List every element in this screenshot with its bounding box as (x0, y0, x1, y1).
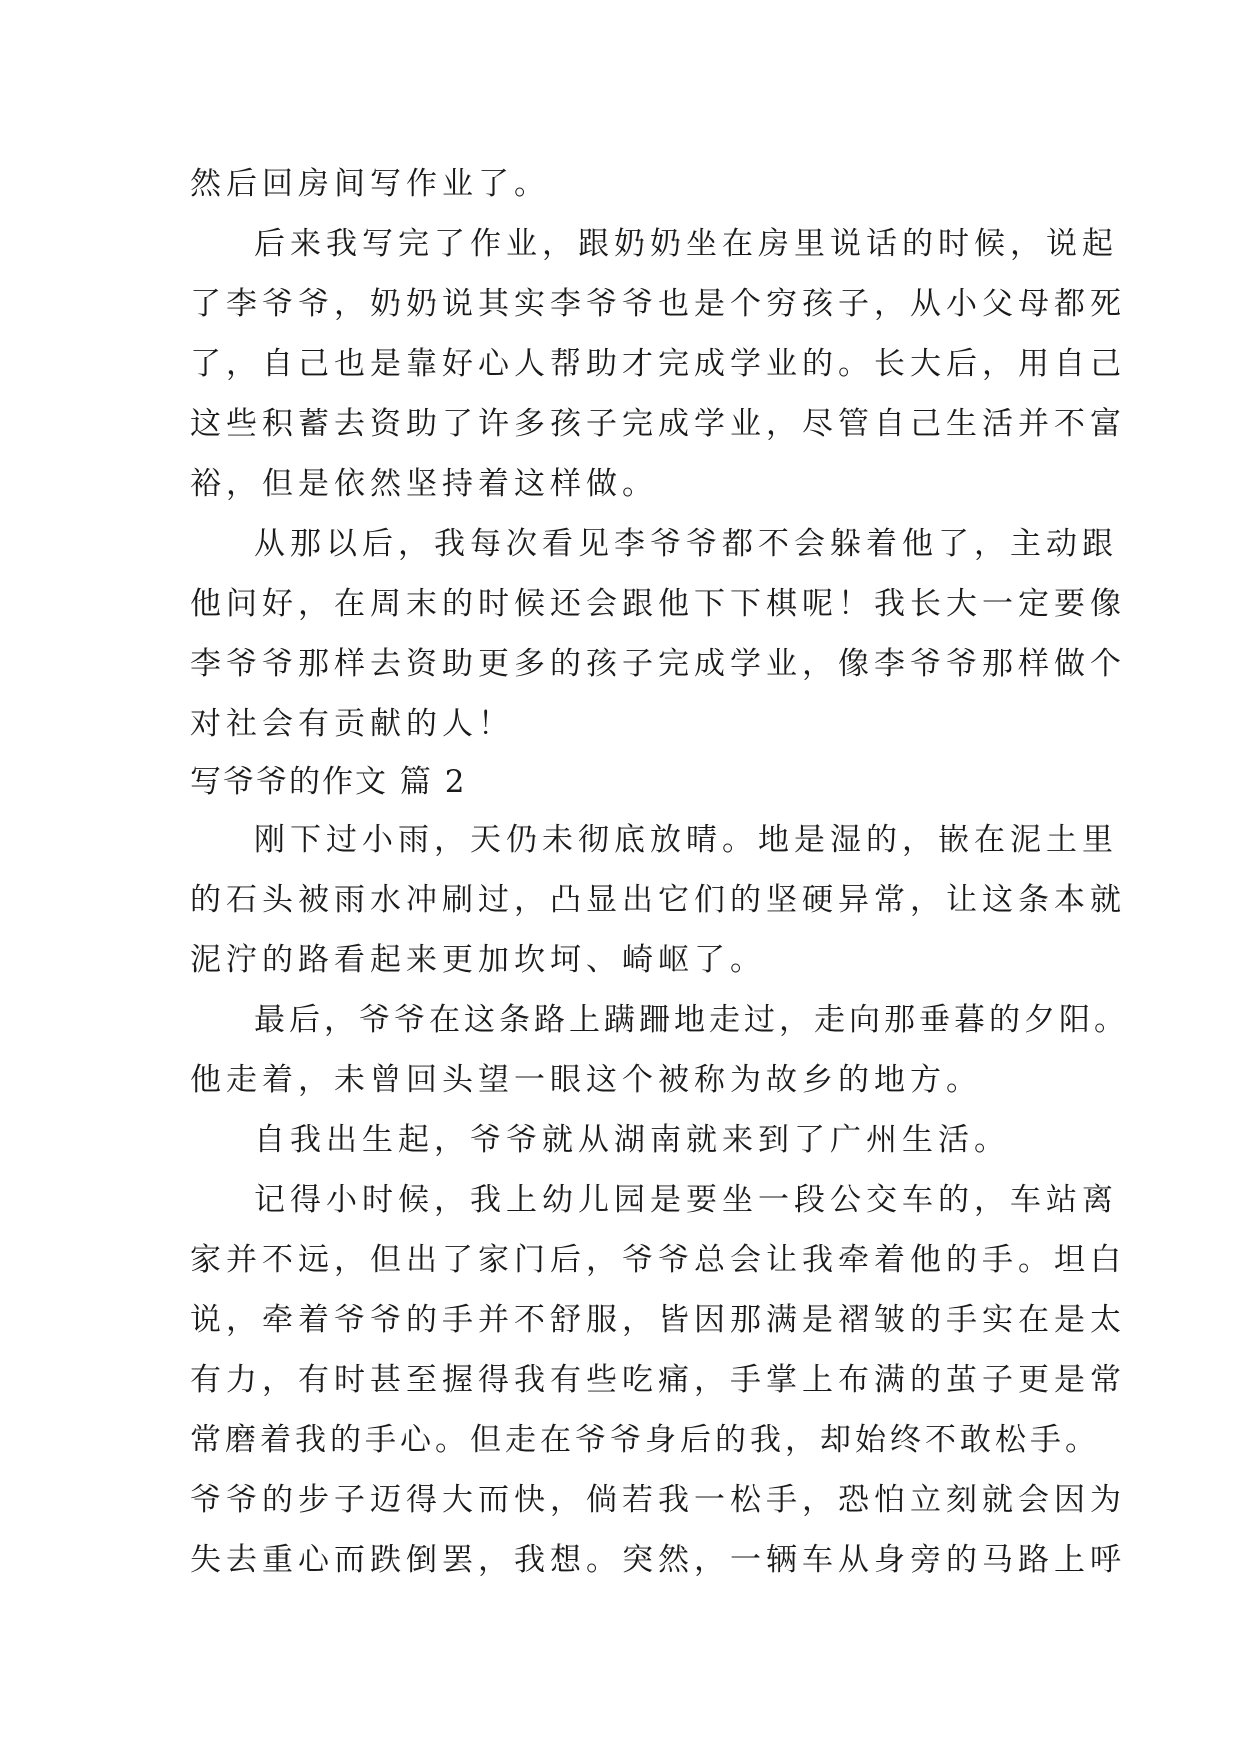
text-line: 失去重心而跌倒罢，我想。突然，一辆车从身旁的马路上呼 (190, 1542, 1126, 1578)
text-line: 然后回房间写作业了。 (190, 166, 550, 202)
text-line: 他问好，在周末的时候还会跟他下下棋呢！我长大一定要像 (190, 586, 1126, 622)
text-line: 爷爷的步子迈得大而快，倘若我一松手，恐怕立刻就会因为 (190, 1482, 1126, 1518)
text-line: 对社会有贡献的人！ (190, 706, 514, 742)
paragraph-first-line: 最后，爷爷在这条路上蹒跚地走过，走向那垂暮的夕阳。 (254, 1002, 1129, 1038)
text-line: 泥泞的路看起来更加坎坷、崎岖了。 (190, 942, 766, 978)
paragraph-first-line: 记得小时候，我上幼儿园是要坐一段公交车的，车站离 (254, 1182, 1118, 1218)
text-line: 了，自己也是靠好心人帮助才完成学业的。长大后，用自己 (190, 346, 1126, 382)
text-line: 李爷爷那样去资助更多的孩子完成学业，像李爷爷那样做个 (190, 646, 1126, 682)
paragraph-first-line: 刚下过小雨，天仍未彻底放晴。地是湿的，嵌在泥土里 (254, 822, 1118, 858)
text-line: 这些积蓄去资助了许多孩子完成学业，尽管自己生活并不富 (190, 406, 1126, 442)
section-heading: 写爷爷的作文 篇 2 (190, 764, 467, 800)
paragraph-first-line: 后来我写完了作业，跟奶奶坐在房里说话的时候，说起 (254, 226, 1118, 262)
text-line: 常磨着我的手心。但走在爷爷身后的我，却始终不敢松手。 (190, 1422, 1100, 1458)
text-line: 的石头被雨水冲刷过，凸显出它们的坚硬异常，让这条本就 (190, 882, 1126, 918)
text-line: 有力，有时甚至握得我有些吃痛，手掌上布满的茧子更是常 (190, 1362, 1126, 1398)
text-line: 裕，但是依然坚持着这样做。 (190, 466, 658, 502)
text-line: 家并不远，但出了家门后，爷爷总会让我牵着他的手。坦白 (190, 1242, 1126, 1278)
paragraph-first-line: 从那以后，我每次看见李爷爷都不会躲着他了，主动跟 (254, 526, 1118, 562)
text-line: 他走着，未曾回头望一眼这个被称为故乡的地方。 (190, 1062, 982, 1098)
text-line: 说，牵着爷爷的手并不舒服，皆因那满是褶皱的手实在是太 (190, 1302, 1126, 1338)
paragraph-first-line: 自我出生起，爷爷就从湖南就来到了广州生活。 (254, 1122, 1010, 1158)
text-line: 了李爷爷，奶奶说其实李爷爷也是个穷孩子，从小父母都死 (190, 286, 1126, 322)
